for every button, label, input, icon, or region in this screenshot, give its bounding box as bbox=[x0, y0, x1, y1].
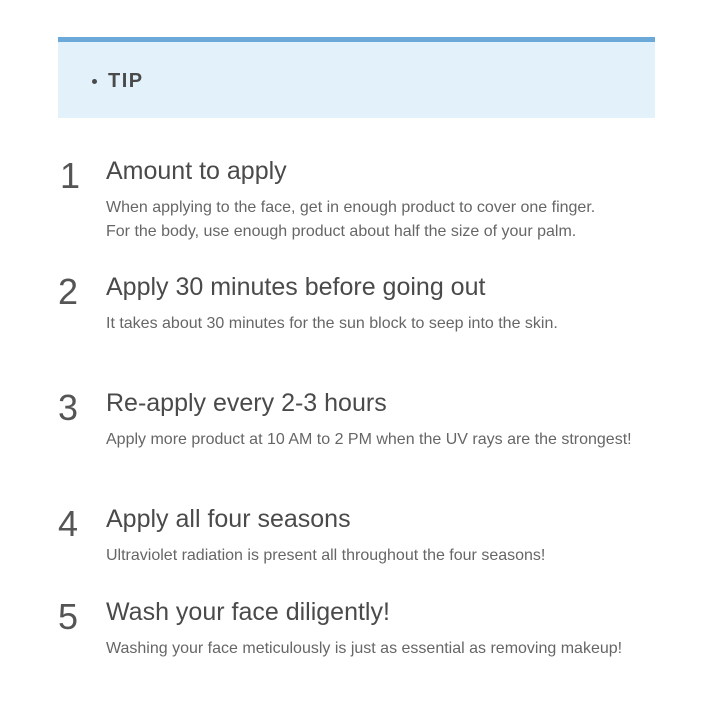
tip-title: Apply 30 minutes before going out bbox=[106, 273, 486, 301]
tip-description-line: It takes about 30 minutes for the sun block to seep into the skin. bbox=[106, 315, 558, 332]
bullet-icon bbox=[92, 79, 97, 84]
tip-description-line: Ultraviolet radiation is present all throughout the four seasons! bbox=[106, 547, 546, 564]
tip-description bbox=[106, 428, 686, 452]
tip-number: 1 bbox=[60, 155, 81, 196]
tip-description bbox=[106, 196, 686, 244]
tip-description-line: When applying to the face, get in enough product to cover one finger. bbox=[106, 199, 596, 216]
tip-title: Re-apply every 2-3 hours bbox=[106, 389, 387, 417]
tip-label: TIP bbox=[108, 70, 144, 92]
tip-number: 4 bbox=[58, 503, 79, 544]
tip-title: Apply all four seasons bbox=[106, 505, 351, 533]
tip-number: 5 bbox=[58, 596, 79, 637]
tip-description-line: For the body, use enough product about half the size of your palm. bbox=[106, 223, 577, 240]
tip-title: Wash your face diligently! bbox=[106, 598, 390, 626]
tip-description-line: Washing your face meticulously is just as essential as removing makeup! bbox=[106, 640, 623, 657]
tip-banner bbox=[58, 37, 655, 118]
tip-description-line: Apply more product at 10 AM to 2 PM when the UV rays are the strongest! bbox=[106, 431, 632, 448]
tip-description bbox=[106, 637, 686, 661]
tip-description bbox=[106, 312, 686, 336]
tip-number: 2 bbox=[58, 271, 79, 312]
tip-title: Amount to apply bbox=[106, 157, 287, 185]
tip-heading bbox=[92, 70, 144, 93]
tip-description bbox=[106, 544, 686, 568]
tip-number: 3 bbox=[58, 387, 79, 428]
